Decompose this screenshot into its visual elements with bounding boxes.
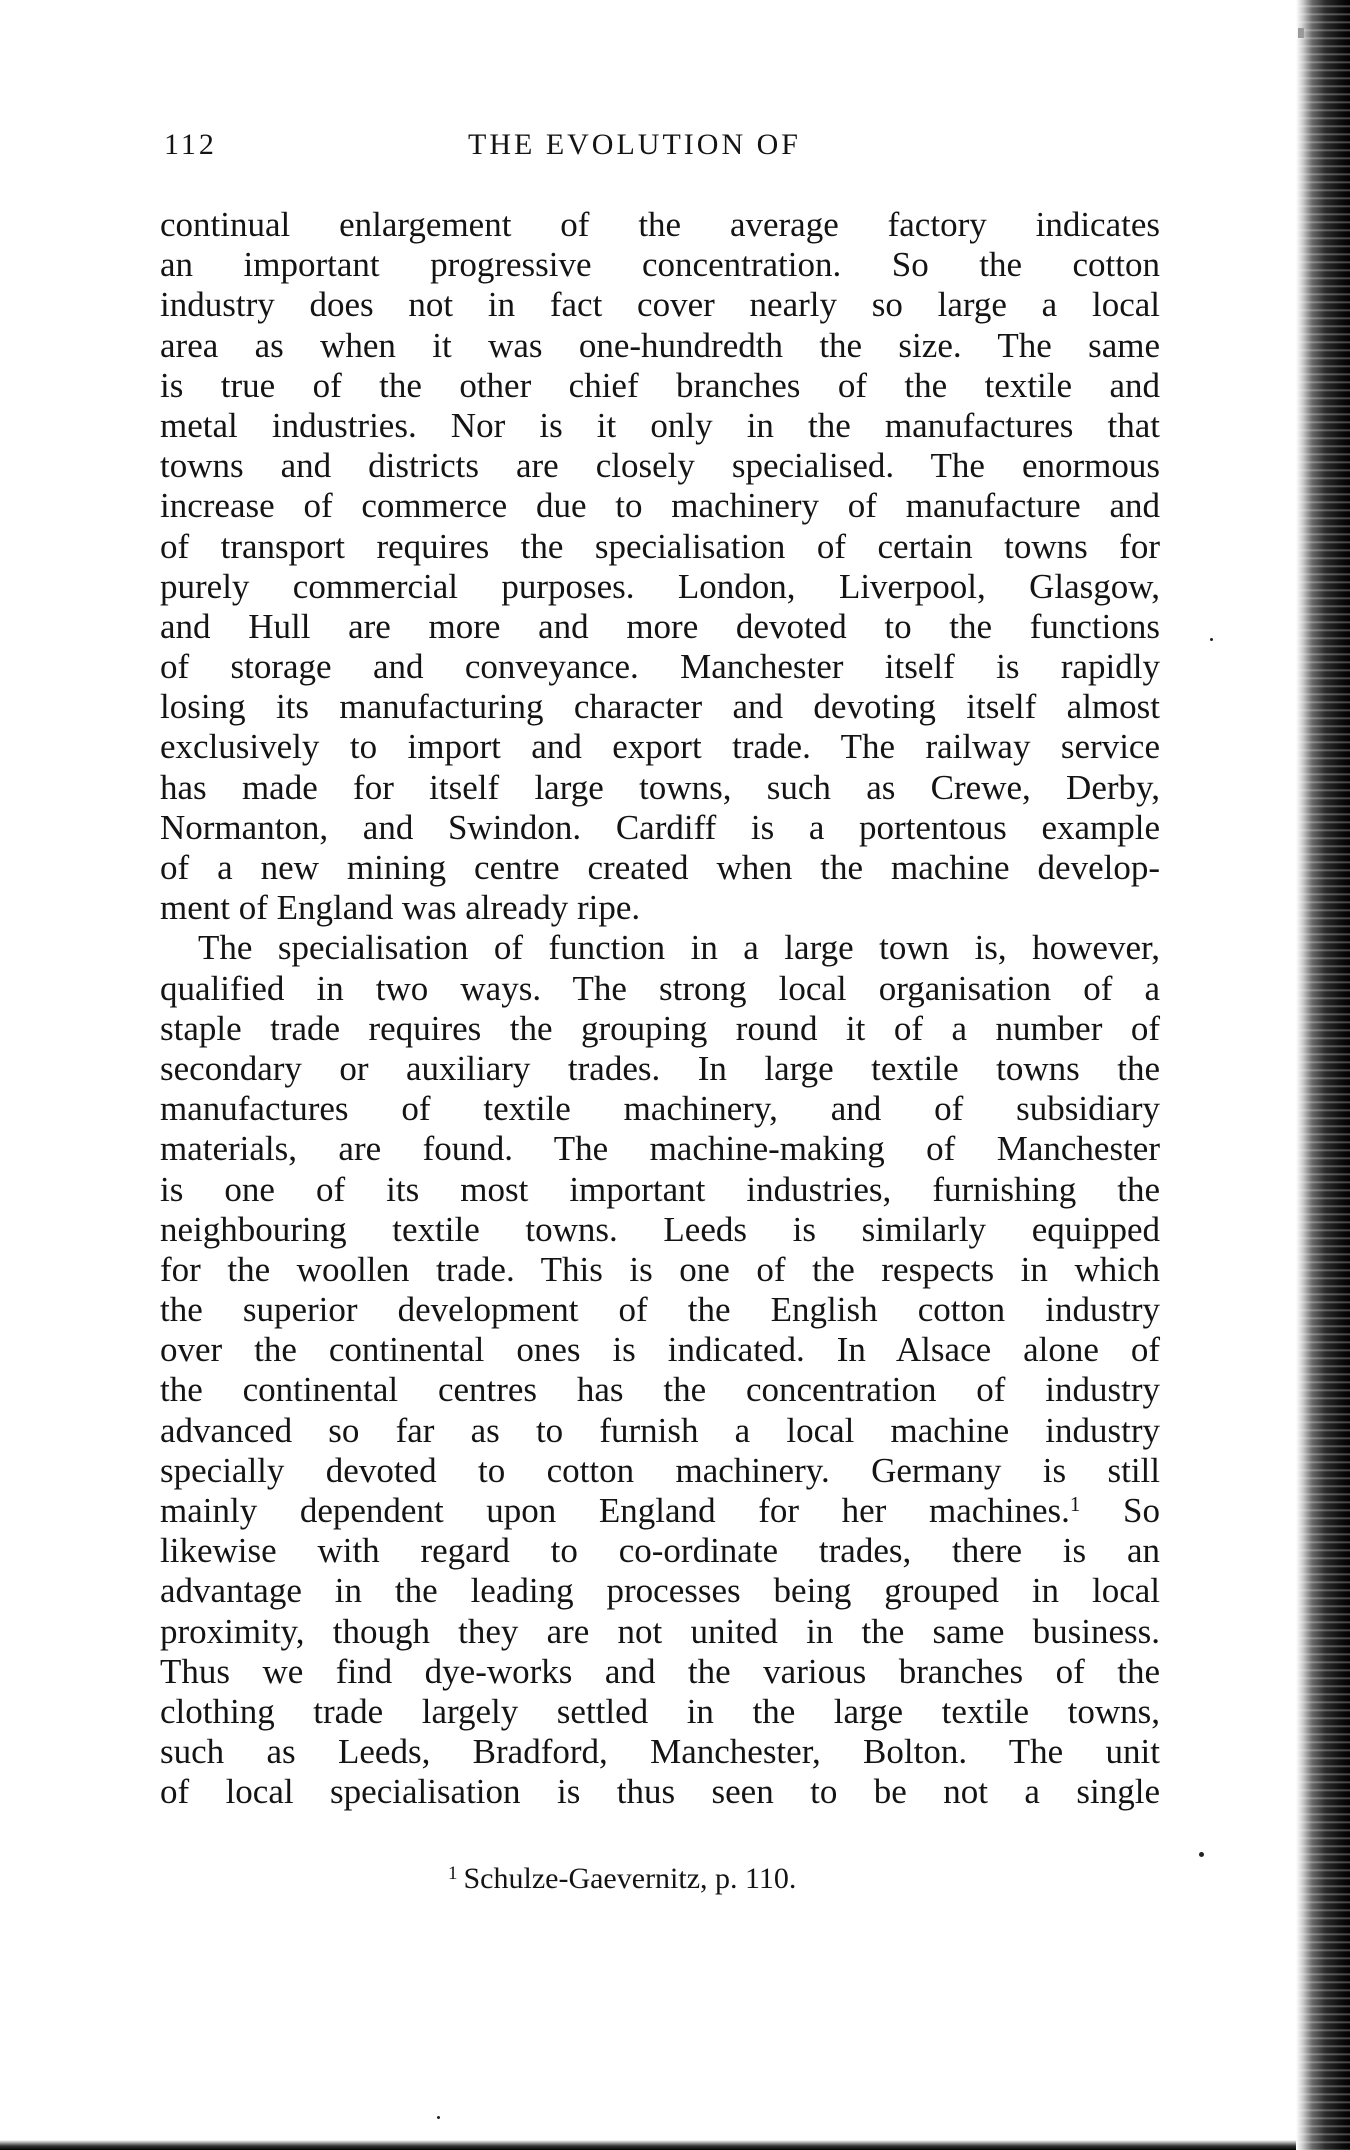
scan-speck (1199, 1852, 1204, 1857)
text-line: metal industries. Nor is it only in the manufactures that (160, 405, 1160, 445)
text-line: specially devoted to cotton machinery. Germany is still (160, 1450, 1160, 1490)
footnote-reference: 1 (1069, 1492, 1081, 1516)
text-line: area as when it was one-hundredth the size. The same (160, 325, 1160, 365)
text-line: is true of the other chief branches of the textile and (160, 365, 1160, 405)
text-line: of transport requires the specialisation of certain towns for (160, 526, 1160, 566)
text-line: manufactures of textile machinery, and of subsidiary (160, 1089, 1160, 1129)
text-line: increase of commerce due to machinery of manufacture and (160, 486, 1160, 526)
page-edge-speck (1298, 28, 1304, 38)
text-line: has made for itself large towns, such as Crewe, Derby, (160, 767, 1160, 807)
text-line: neighbouring textile towns. Leeds is similarly equipped (160, 1209, 1160, 1249)
text-line-with-footnote (160, 1491, 1160, 1531)
book-page-edge (1296, 0, 1350, 2150)
text-line: and Hull are more and more devoted to the functions (160, 606, 1160, 646)
text-line: staple trade requires the grouping round it of a number of (160, 1008, 1160, 1048)
book-bottom-edge (0, 2140, 1296, 2150)
text-line: The specialisation of function in a large town is, however, (198, 928, 1160, 968)
text-line: advantage in the leading processes being grouped in local (160, 1571, 1160, 1611)
footnote-marker: 1 (448, 1863, 458, 1884)
text-line: of local specialisation is thus seen to be not a single (160, 1772, 1160, 1812)
text-line: towns and districts are closely specialised. The enormous (160, 446, 1160, 486)
text-line: clothing trade largely settled in the large textile towns, (160, 1691, 1160, 1731)
text-line: the superior development of the English cotton industry (160, 1290, 1160, 1330)
text-line: exclusively to import and export trade. The railway service (160, 727, 1160, 767)
text-line: losing its manufacturing character and devoting itself almost (160, 687, 1160, 727)
text-line: likewise with regard to co-ordinate trades, there is an (160, 1531, 1160, 1571)
body-text (160, 205, 1160, 1813)
running-head: THE EVOLUTION OF (468, 128, 801, 161)
text-line: over the continental ones is indicated. In Alsace alone of (160, 1330, 1160, 1370)
text-line: proximity, though they are not united in the same business. (160, 1611, 1160, 1651)
page-header (160, 128, 1160, 176)
scan-speck (1210, 638, 1213, 641)
text-line: the continental centres has the concentration of industry (160, 1370, 1160, 1410)
scan-speck (437, 2116, 440, 2119)
text-line: of storage and conveyance. Manchester itself is rapidly (160, 647, 1160, 687)
text-line: an important progressive concentration. So the cotton (160, 245, 1160, 285)
text-line: for the woollen trade. This is one of the respects in which (160, 1249, 1160, 1289)
text-line: ment of England was already ripe. (160, 888, 641, 928)
page-number: 112 (164, 128, 217, 161)
text-line: continual enlargement of the average factory indicates (160, 205, 1160, 244)
text-line: advanced so far as to furnish a local machine industry (160, 1410, 1160, 1450)
text-line: such as Leeds, Bradford, Manchester, Bolton. The unit (160, 1732, 1160, 1772)
text-line: Thus we find dye-works and the various branches of the (160, 1651, 1160, 1691)
footnote (448, 1862, 796, 1896)
text-line-suffix: So (1123, 1491, 1160, 1530)
text-line: industry does not in fact cover nearly so large a local (160, 285, 1160, 325)
text-line: purely commercial purposes. London, Liverpool, Glasgow, (160, 566, 1160, 606)
text-line: materials, are found. The machine-making of Manchester (160, 1129, 1160, 1169)
text-line-main: mainly dependent upon England for her machines. (160, 1491, 1070, 1530)
text-line: secondary or auxiliary trades. In large textile towns the (160, 1048, 1160, 1088)
text-line: is one of its most important industries, furnishing the (160, 1169, 1160, 1209)
text-line: qualified in two ways. The strong local organisation of a (160, 968, 1160, 1008)
text-line: Normanton, and Swindon. Cardiff is a portentous example (160, 807, 1160, 847)
footnote-text: Schulze-Gaevernitz, p. 110. (463, 1862, 797, 1895)
text-line: of a new mining centre created when the machine develop- (160, 848, 1160, 887)
